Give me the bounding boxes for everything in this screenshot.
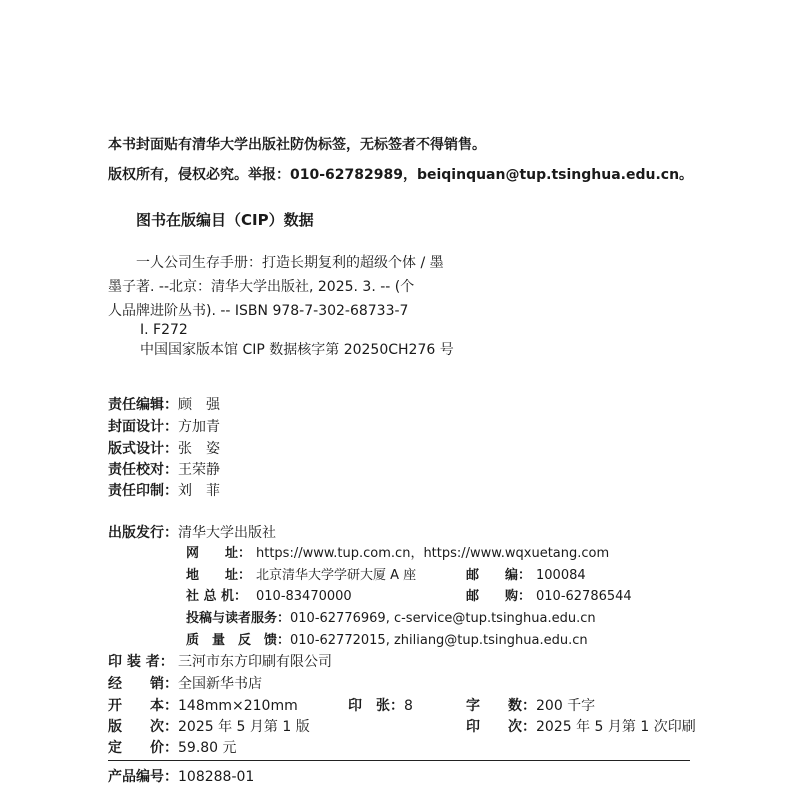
- edition-label: 版 次：: [108, 719, 178, 735]
- publisher-label: 出版发行：: [108, 525, 178, 541]
- staff-row-cover-design: [108, 420, 220, 434]
- printing-value: 2025 年 5 月第 1 次印刷: [536, 719, 696, 735]
- staff-row-editor: [108, 398, 220, 412]
- printing-label: 印 次：: [466, 719, 536, 735]
- edition-row: [108, 720, 310, 734]
- printer-value: 三河市东方印刷有限公司: [178, 654, 332, 670]
- words-row: [466, 699, 595, 713]
- mail-order-row: [466, 590, 632, 603]
- cip-heading: 图书在版编目（CIP）数据: [136, 211, 314, 229]
- submission-label: 投稿与读者服务：: [186, 611, 291, 626]
- address-row: [186, 569, 416, 582]
- submission-row: [186, 612, 596, 625]
- address-label: 地 址：: [186, 568, 252, 583]
- format-label: 开 本：: [108, 698, 178, 714]
- format-row: [108, 699, 298, 713]
- cip-line: 墨子著. --北京：清华大学出版社, 2025. 3. -- (个: [108, 279, 415, 295]
- staff-value: 张 姿: [178, 441, 220, 457]
- switchboard-label: 社 总 机：: [186, 589, 248, 604]
- staff-row-proofreader: [108, 463, 220, 477]
- price-row: [108, 741, 237, 755]
- mail-order-label: 邮 购：: [466, 589, 532, 604]
- postcode-value: 100084: [536, 568, 586, 583]
- staff-label: 版式设计：: [108, 441, 178, 457]
- sheets-row: [348, 699, 413, 713]
- copyright-notice: 版权所有，侵权必究。举报：010-62782989，beiqinquan@tup.tsinghua.edu.cn。: [108, 167, 694, 183]
- cip-line: 人品牌进阶丛书). -- ISBN 978-7-302-68733-7: [108, 303, 409, 319]
- mail-order-value: 010-62786544: [536, 589, 632, 604]
- quality-feedback-row: [186, 634, 588, 647]
- website-value: https://www.tup.com.cn，https://www.wqxuetang.com: [256, 546, 610, 561]
- product-number-row: [108, 770, 254, 784]
- postcode-label: 邮 编：: [466, 568, 532, 583]
- address-value: 北京清华大学学研大厦 A 座: [256, 568, 417, 583]
- staff-value: 顾 强: [178, 397, 220, 413]
- staff-value: 刘 菲: [178, 483, 220, 499]
- edition-value: 2025 年 5 月第 1 版: [178, 719, 310, 735]
- product-number-value: 108288-01: [178, 769, 255, 785]
- staff-row-layout-design: [108, 442, 220, 456]
- words-label: 字 数：: [466, 698, 536, 714]
- submission-value: 010-62776969, c-service@tup.tsinghua.edu.cn: [290, 611, 596, 626]
- cip-line: Ⅰ. F272: [140, 322, 188, 338]
- staff-label: 封面设计：: [108, 419, 178, 435]
- quality-value: 010-62772015, zhiliang@tup.tsinghua.edu.cn: [290, 633, 588, 648]
- printing-row: [466, 720, 696, 734]
- product-number-label: 产品编号：: [108, 769, 178, 785]
- switchboard-row: [186, 590, 352, 603]
- price-label: 定 价：: [108, 740, 178, 756]
- distributor-row: [108, 677, 262, 691]
- staff-label: 责任校对：: [108, 462, 178, 478]
- staff-value: 方加青: [178, 419, 220, 435]
- website-label: 网 址：: [186, 546, 252, 561]
- anti-counterfeit-notice: 本书封面贴有清华大学出版社防伪标签，无标签者不得销售。: [108, 137, 486, 153]
- staff-label: 责任编辑：: [108, 397, 178, 413]
- printer-row: [108, 655, 332, 669]
- postcode-row: [466, 569, 586, 582]
- printer-label: 印 装 者：: [108, 654, 174, 670]
- divider-rule: [108, 760, 690, 761]
- format-value: 148mm×210mm: [178, 698, 298, 714]
- words-value: 200 千字: [536, 698, 596, 714]
- price-value: 59.80 元: [178, 740, 237, 756]
- cip-line: 中国国家版本馆 CIP 数据核字第 20250CH276 号: [140, 342, 454, 358]
- publisher-name: 清华大学出版社: [178, 525, 276, 541]
- quality-label: 质 量 反 馈：: [186, 633, 291, 648]
- staff-label: 责任印制：: [108, 483, 178, 499]
- cip-line: 一人公司生存手册：打造长期复利的超级个体 / 墨: [136, 255, 444, 271]
- website-row: [186, 547, 609, 560]
- sheets-value: 8: [404, 698, 413, 714]
- sheets-label: 印 张：: [348, 698, 404, 714]
- staff-row-printing: [108, 484, 220, 498]
- publisher-row: [108, 526, 276, 540]
- distributor-value: 全国新华书店: [178, 676, 262, 692]
- distributor-label: 经 销：: [108, 676, 178, 692]
- staff-value: 王荣静: [178, 462, 220, 478]
- switchboard-value: 010-83470000: [256, 589, 352, 604]
